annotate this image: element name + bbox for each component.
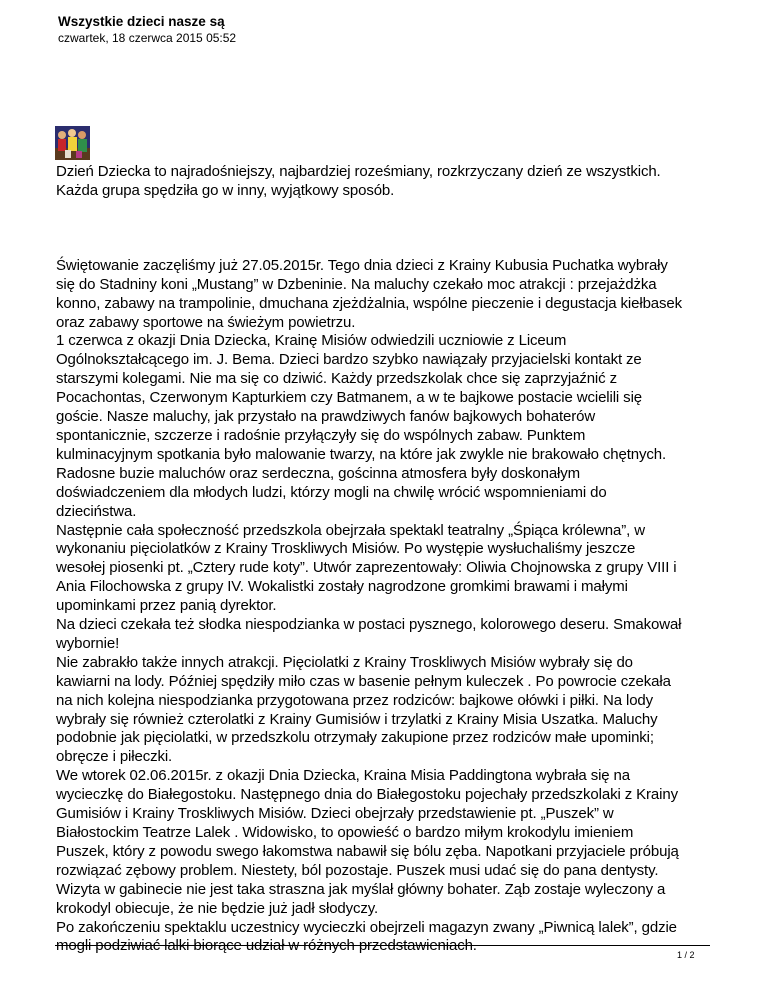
body-line: wycieczkę do Białegostoku. Następnego dnia do Białegostoku pojechały przedszkolaki z Krainy [56,786,678,804]
body-line: Wizyta w gabinecie nie jest taka straszna jak myślał główny bohater. Ząb zostaje wyleczony a [56,880,666,898]
body-line: kawiarni na lody. Później spędziły miło czas w basenie pełnym kuleczek . Po powrocie czekała [56,672,671,690]
body-line: wybornie! [56,634,120,652]
paragraph-gap [56,201,716,257]
body-line: Następnie cała społeczność przedszkola obejrzała spektakl teatralny „Śpiąca królewna”, w [56,521,645,539]
body-line: doświadczeniem dla młodych ludzi, którzy mogli na chwilę wrócić wspomnieniami do [56,483,607,501]
body-line: podobnie jak pięciolatki, w przedszkolu otrzymały zakupione przez rodziców małe upominki; [56,729,654,747]
article-title: Wszystkie dzieci nasze są [58,14,225,29]
article-body [56,257,716,957]
body-line: wesołej piosenki pt. „Cztery rude koty”. Utwór zaprezentowały: Oliwia Chojnowska z grupy VIII i [56,559,677,577]
body-line: starszymi kolegami. Nie ma się co dziwić. Każdy przedszkolak chce się zaprzyjaźnić z [56,370,617,388]
article-header [58,14,236,45]
body-line: Świętowanie zaczęliśmy już 27.05.2015r. Tego dnia dzieci z Krainy Kubusia Puchatka wybrały [56,256,668,274]
body-line: kulminacyjnym spotkania było malowanie twarzy, na które jak zwykle nie brakowało chętnych. [56,445,667,463]
intro-line: Dzień Dziecka to najradośniejszy, najbardziej roześmiany, rozkrzyczany dzień ze wszystkich. [56,163,661,180]
body-line: goście. Nasze maluchy, jak przystało na prawdziwych fanów bajkowych bohaterów [56,408,596,426]
body-line: Gumisiów i Krainy Troskliwych Misiów. Dzieci obejrzały przedstawienie pt. „Puszek” w [56,805,614,823]
body-line: Po zakończeniu spektaklu uczestnicy wycieczki obejrzeli magazyn zwany „Piwnicą lalek”, gdzie [56,918,677,936]
body-line: obręcze i piłeczki. [56,748,173,766]
intro-line: Każda grupa spędziła go w inny, wyjątkowy sposób. [56,181,395,199]
body-line: mogli podziwiać lalki biorące udział w różnych przedstawieniach. [56,937,477,955]
body-line: We wtorek 02.06.2015r. z okazji Dnia Dziecka, Kraina Misia Paddingtona wybrała się na [56,767,630,785]
body-line: upominkami przez panią dyrektor. [56,597,277,615]
footer-divider [55,945,710,946]
body-line: Białostockim Teatrze Lalek . Widowisko, to opowieść o bardzo miłym krokodylu imieniem [56,824,634,841]
body-line: Ania Filochowska z grupy IV. Wokalistki zostały nagrodzone gromkimi brawami i małymi [56,578,628,596]
body-line: Radosne buzie maluchów oraz serdeczna, gościnna atmosfera były doskonałym [56,464,581,482]
body-line: spontanicznie, szczerze i radośnie przyłączyły się do wspólnych zabaw. Punktem [56,426,586,444]
body-line: wybrały się również czterolatki z Krainy Gumisiów i trzylatki z Krainy Misia Uszatka. Maluchy [56,710,658,728]
body-line: się do Stadniny koni „Mustang” w Dzbeninie. Na maluchy czekało moc atrakcji : przejażdżka [56,275,657,293]
body-line: oraz zabawy sportowe na świeżym powietrzu. [56,313,356,331]
body-line: krokodyl obiecuje, że nie będzie już jadł słodyczy. [56,899,379,917]
body-line: Na dzieci czekała też słodka niespodzianka w postaci pysznego, kolorowego deseru. Smakował [56,616,682,634]
page-number: 1 / 2 [677,950,695,960]
body-line: konno, zabawy na trampolinie, dmuchana zjeżdżalnia, wspólne pieczenie i degustacja kiełbasek [56,294,683,312]
body-line: dzieciństwa. [56,502,137,520]
body-line: Ogólnokształcącego im. J. Bema. Dzieci bardzo szybko nawiązały przyjacielski kontakt ze [56,351,642,369]
body-line: Nie zabrakło także innych atrakcji. Pięciolatki z Krainy Troskliwych Misiów wybrały się do [56,653,633,671]
article-photo [55,126,90,160]
body-line: 1 czerwca z okazji Dnia Dziecka, Krainę Misiów odwiedzili uczniowie z Liceum [56,332,567,350]
body-line: rozwiązać zębowy problem. Niestety, ból pozostaje. Puszek musi udać się do pana dentysty. [56,861,659,879]
body-line: na nich kolejna niespodzianka przygotowana przez rodziców: bajkowe ołówki i piłki. Na lody [56,691,654,709]
body-line: Puszek, który z powodu swego łakomstwa nabawił się bólu zęba. Napotkani przyjaciele próbują [56,842,679,860]
body-line: Pocachontas, Czerwonym Kapturkiem czy Batmanem, a w te bajkowe postacie wcielili się [56,389,643,407]
article-content [56,163,716,956]
intro-paragraph [56,163,716,201]
article-date: czwartek, 18 czerwca 2015 05:52 [58,31,237,45]
body-line: wykonaniu pięciolatków z Krainy Troskliwych Misiów. Po występie wysłuchaliśmy jeszcze [56,540,636,558]
